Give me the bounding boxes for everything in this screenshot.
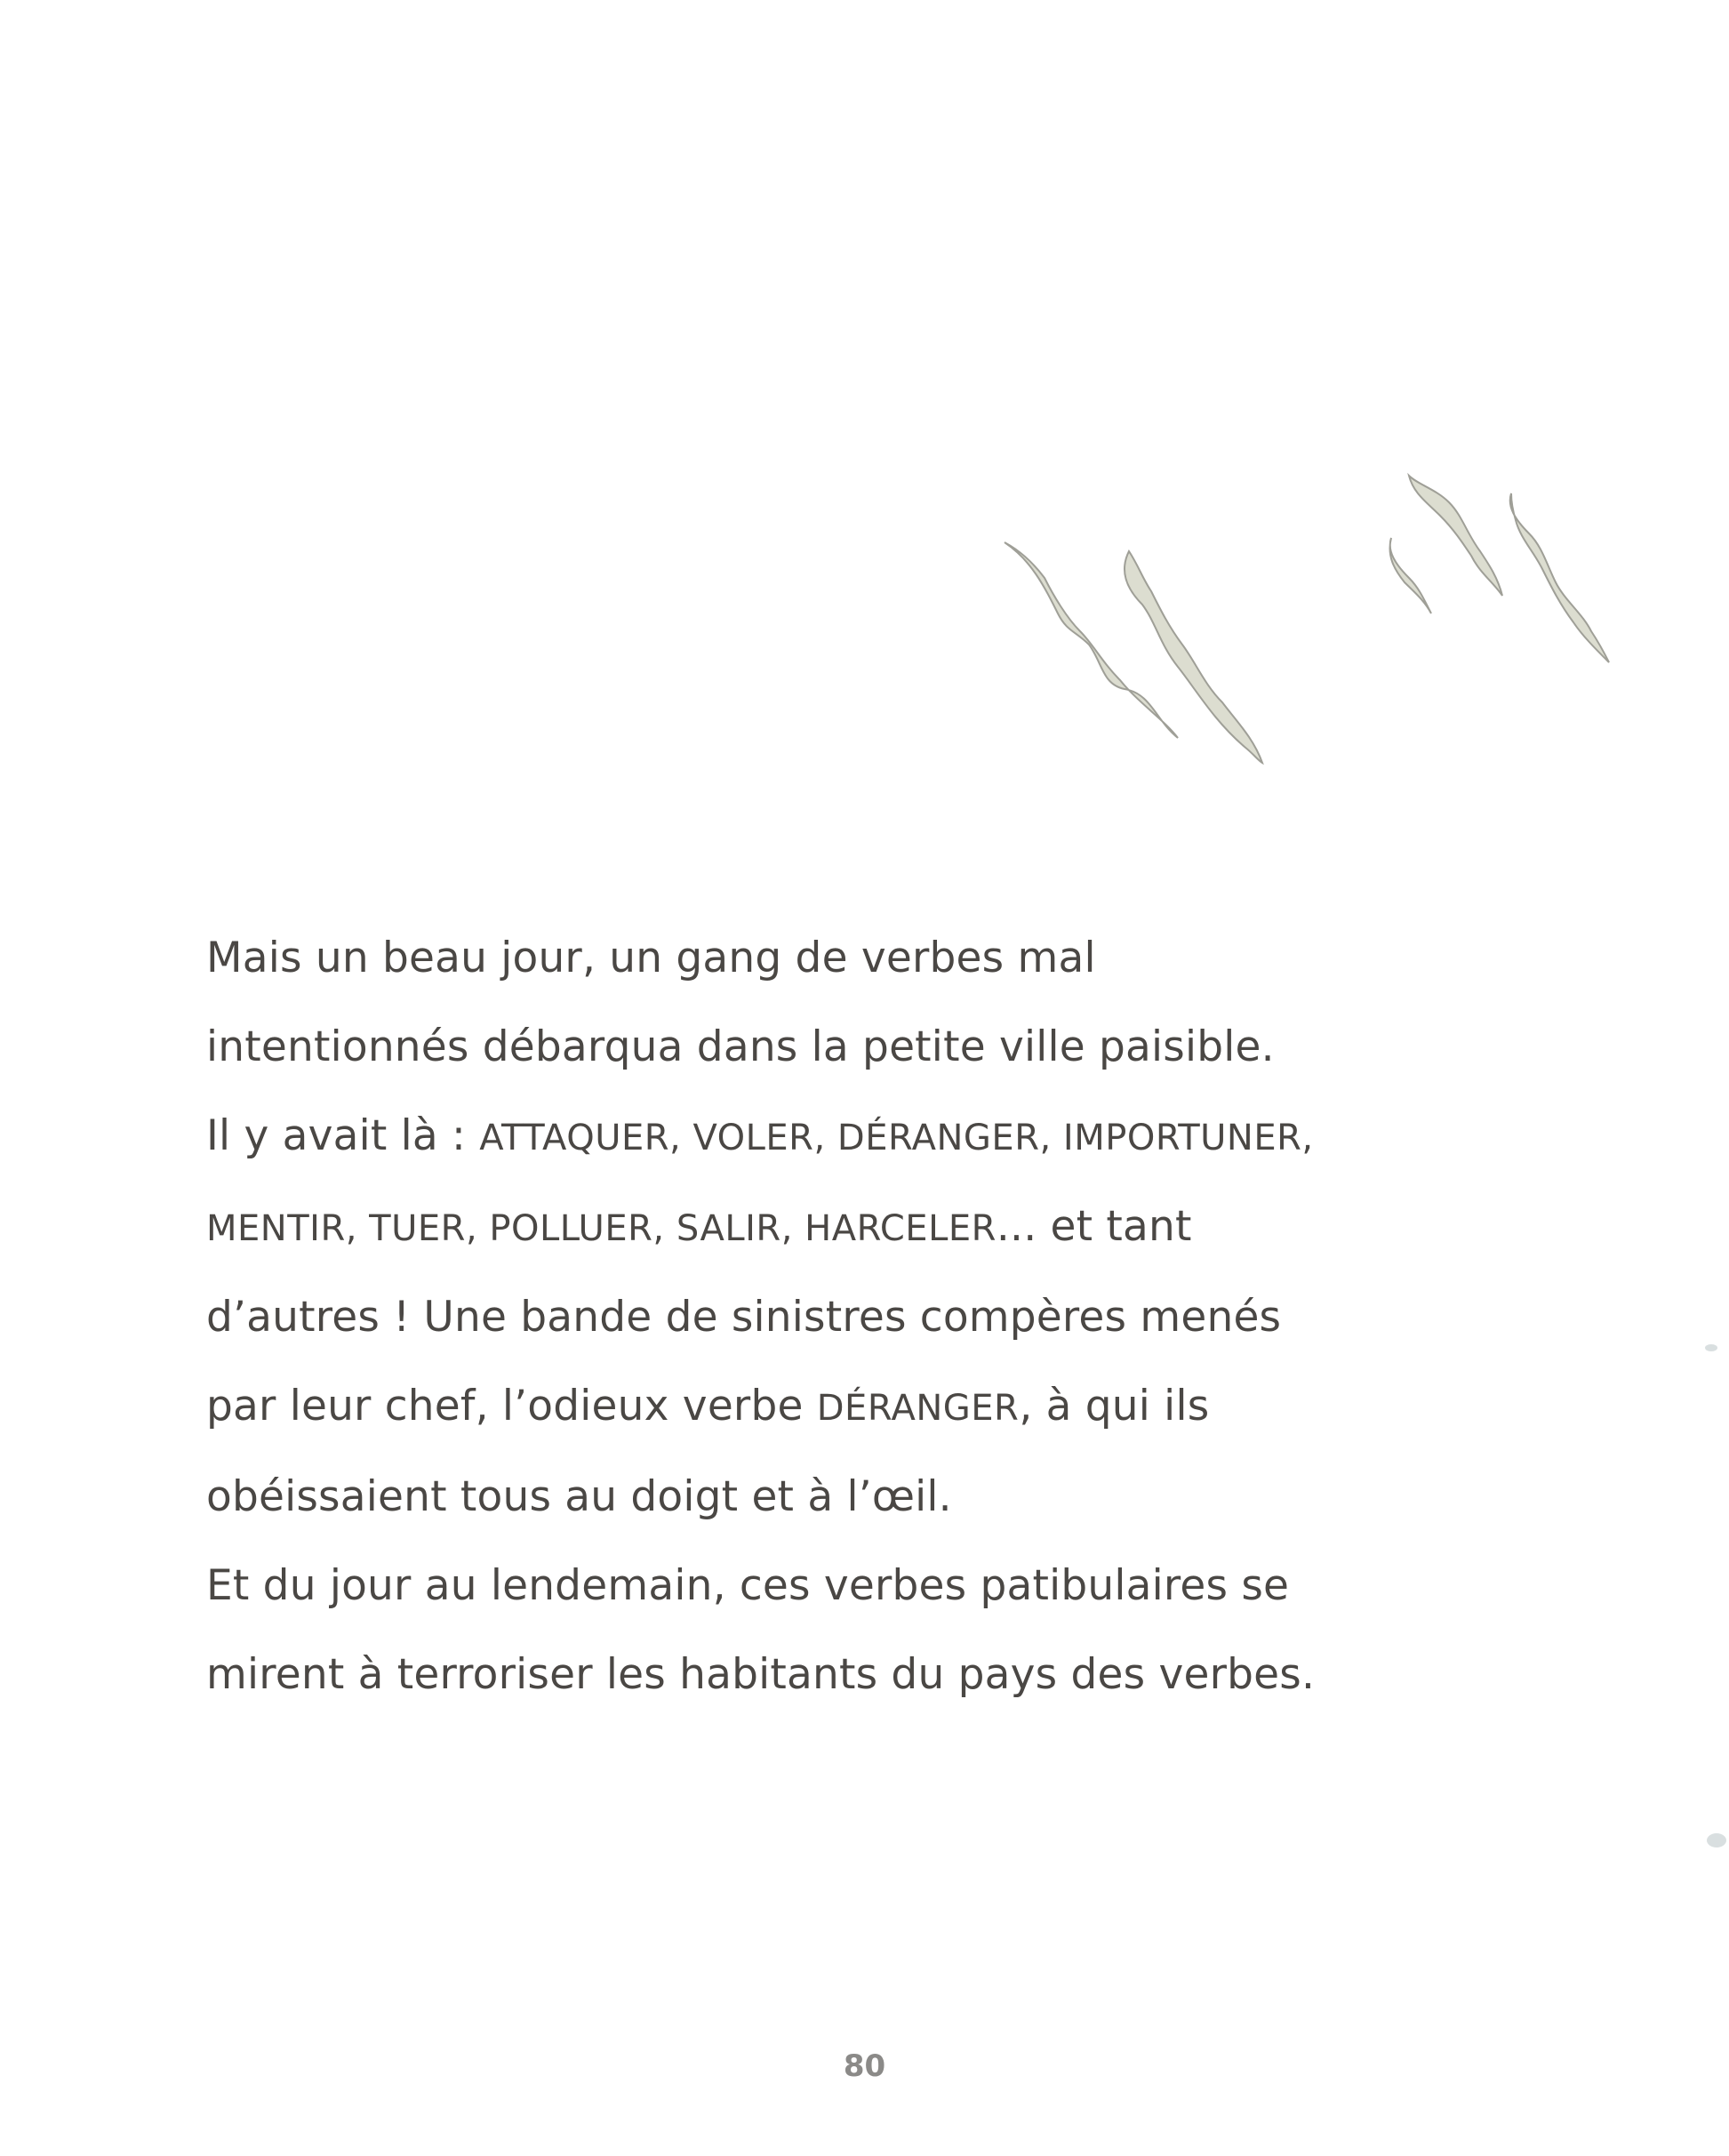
story-line-2: intentionnés débarqua dans la petite ville paisible.	[206, 1022, 1275, 1071]
wind-strokes-icon	[969, 453, 1645, 773]
story-line-1: Mais un beau jour, un gang de verbes mal	[206, 934, 1096, 982]
story-line-6-text-b: , à qui ils	[1019, 1382, 1210, 1431]
story-line-8: Et du jour au lendemain, ces verbes patibulaires se	[206, 1561, 1290, 1610]
story-line-7: obéissaient tous au doigt et à l’œil.	[206, 1472, 952, 1521]
verb-chief: DÉRANGER	[816, 1388, 1020, 1429]
page-number: 80	[843, 2048, 886, 2084]
paint-speck	[1705, 1344, 1717, 1351]
story-line-4-text: ... et tant	[996, 1202, 1192, 1251]
verb-list-continued: MENTIR, TUER, POLLUER, SALIR, HARCELER	[206, 1208, 997, 1249]
story-text	[206, 914, 1593, 1719]
story-line-9: mirent à terroriser les habitants du pays des verbes.	[206, 1650, 1316, 1699]
paint-speck	[1707, 1833, 1726, 1847]
story-line-6-text-a: par leur chef, l’odieux verbe	[206, 1382, 817, 1431]
story-line-3	[206, 1092, 1593, 1182]
story-line-4	[206, 1182, 1593, 1273]
story-line-5: d’autres ! Une bande de sinistres compères menés	[206, 1293, 1282, 1342]
verb-list: ATTAQUER, VOLER, DÉRANGER, IMPORTUNER,	[479, 1118, 1314, 1158]
story-line-6	[206, 1362, 1593, 1453]
story-line-3-text: Il y avait là :	[206, 1111, 480, 1160]
